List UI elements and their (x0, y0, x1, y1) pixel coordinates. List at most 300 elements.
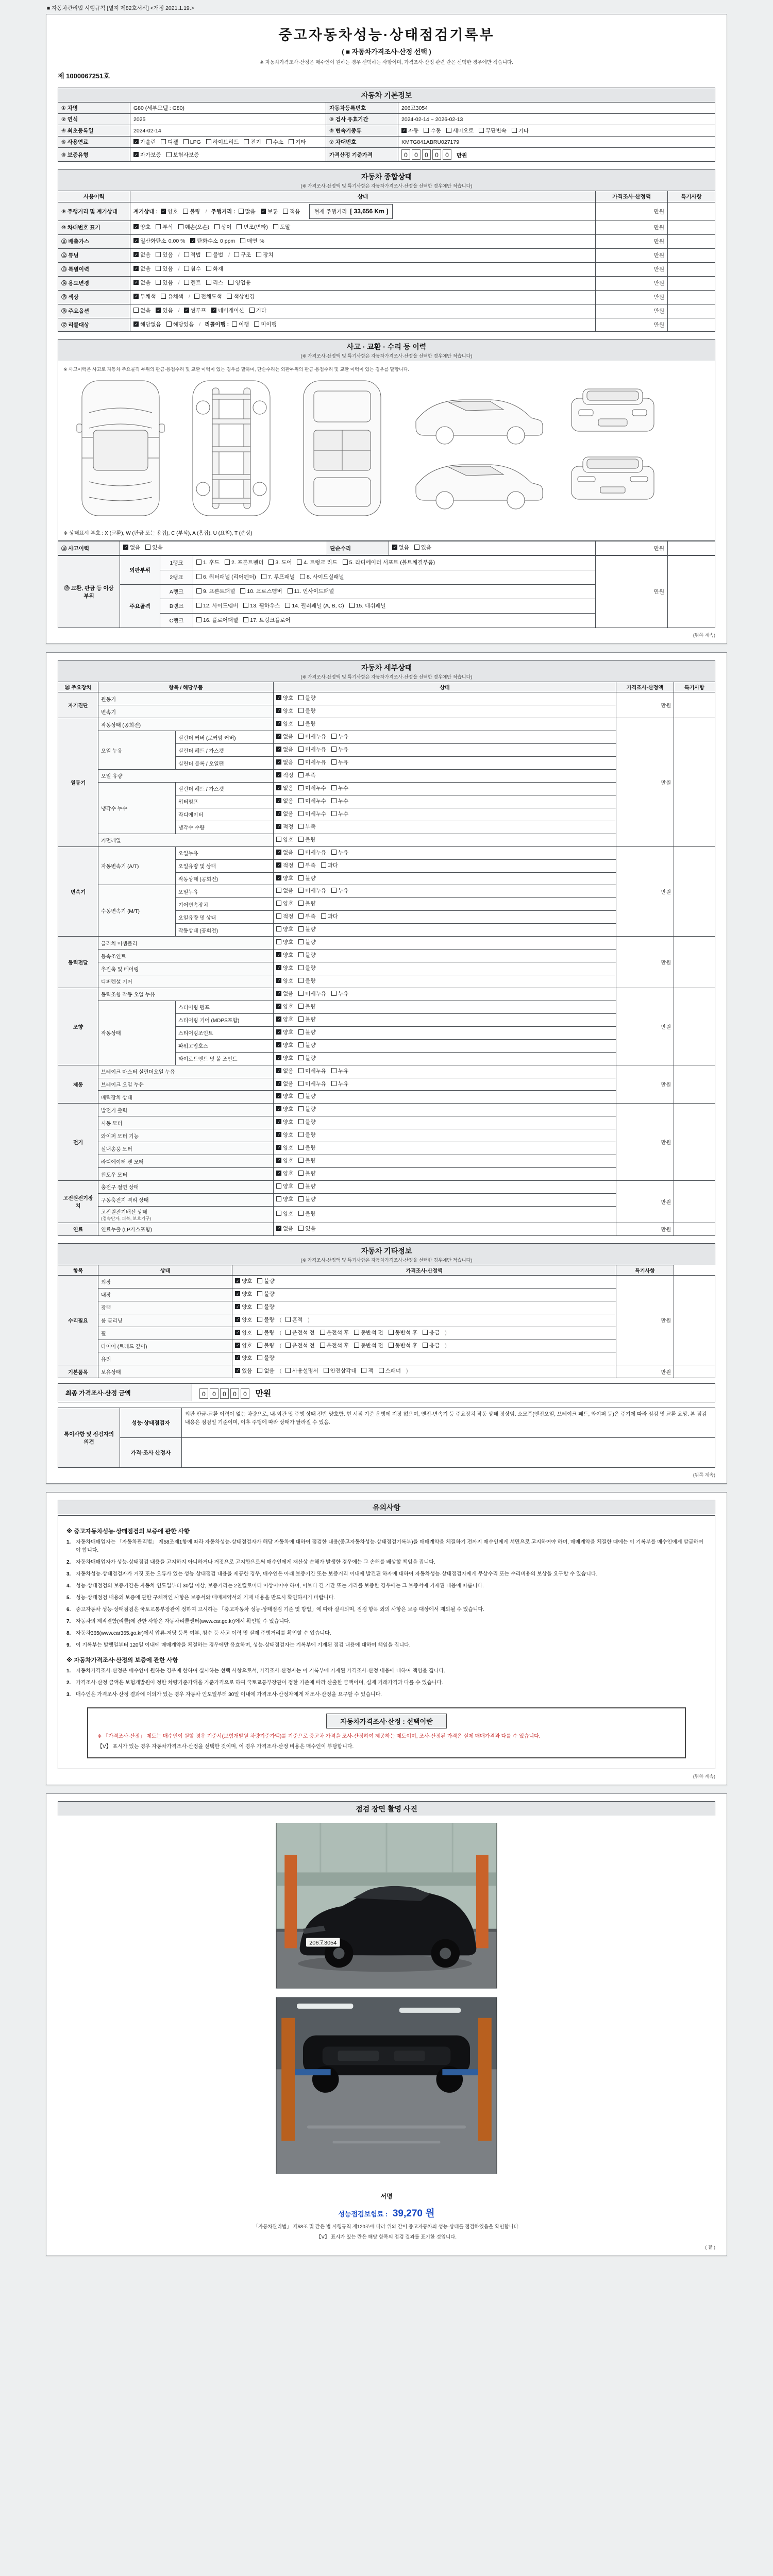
checkbox-option[interactable] (298, 1041, 315, 1051)
checkbox-icon[interactable] (414, 545, 419, 550)
checkbox-option[interactable] (257, 1366, 274, 1377)
checkbox-option[interactable] (331, 1066, 348, 1077)
checkbox-option[interactable] (183, 207, 200, 217)
checkbox-icon[interactable] (225, 560, 230, 565)
checkbox-option[interactable] (276, 809, 293, 820)
checkbox-option[interactable] (276, 706, 293, 717)
checkbox-icon[interactable] (389, 1343, 394, 1348)
checkbox-option[interactable] (331, 1079, 348, 1090)
checkbox-option[interactable] (133, 250, 150, 261)
checkbox-icon[interactable] (321, 862, 326, 868)
checkbox-option[interactable] (235, 1366, 252, 1377)
checkbox-icon[interactable] (276, 1171, 281, 1176)
checkbox-icon[interactable] (298, 991, 304, 996)
checkbox-icon[interactable] (161, 139, 166, 144)
checkbox-option[interactable] (235, 1290, 252, 1300)
checkbox-option[interactable] (298, 1105, 315, 1115)
checkbox-option[interactable] (254, 320, 276, 330)
checkbox-option[interactable] (196, 586, 235, 597)
checkbox-option[interactable] (276, 1130, 293, 1141)
checkbox-icon[interactable] (156, 308, 161, 313)
checkbox-option[interactable] (298, 771, 315, 781)
checkbox-icon[interactable] (349, 603, 355, 608)
checkbox-icon[interactable] (276, 965, 281, 970)
checkbox-icon[interactable] (298, 772, 304, 777)
checkbox-option[interactable] (331, 886, 348, 896)
checkbox-option[interactable] (298, 745, 326, 755)
checkbox-icon[interactable] (227, 294, 232, 299)
checkbox-icon[interactable] (354, 1330, 359, 1335)
checkbox-option[interactable] (276, 1066, 293, 1077)
checkbox-icon[interactable] (298, 850, 304, 855)
checkbox-icon[interactable] (298, 1055, 304, 1060)
checkbox-option[interactable] (479, 127, 507, 134)
checkbox-icon[interactable] (379, 1368, 384, 1373)
checkbox-icon[interactable] (276, 1093, 281, 1098)
checkbox-option[interactable] (276, 1054, 293, 1064)
checkbox-icon[interactable] (276, 824, 281, 829)
checkbox-option[interactable] (206, 264, 223, 275)
checkbox-option[interactable] (261, 207, 278, 217)
checkbox-icon[interactable] (239, 209, 244, 214)
checkbox-option[interactable] (276, 771, 293, 781)
checkbox-icon[interactable] (298, 901, 304, 906)
checkbox-option[interactable] (298, 874, 315, 884)
checkbox-option[interactable] (298, 693, 315, 704)
checkbox-icon[interactable] (184, 308, 189, 313)
checkbox-option[interactable] (331, 989, 348, 999)
checkbox-option[interactable] (298, 1002, 315, 1012)
checkbox-icon[interactable] (298, 1171, 304, 1176)
checkbox-icon[interactable] (298, 862, 304, 868)
checkbox-icon[interactable] (166, 152, 172, 157)
checkbox-option[interactable] (244, 138, 261, 146)
checkbox-option[interactable] (331, 784, 348, 794)
checkbox-option[interactable] (190, 236, 235, 247)
checkbox-icon[interactable] (206, 252, 211, 257)
checkbox-option[interactable] (423, 1328, 440, 1338)
checkbox-icon[interactable] (194, 294, 199, 299)
checkbox-icon[interactable] (479, 128, 484, 133)
checkbox-icon[interactable] (276, 837, 281, 842)
checkbox-icon[interactable] (276, 734, 281, 739)
checkbox-icon[interactable] (206, 266, 211, 271)
checkbox-option[interactable] (331, 809, 348, 820)
checkbox-option[interactable] (206, 138, 239, 146)
checkbox-option[interactable] (298, 951, 315, 961)
checkbox-icon[interactable] (183, 209, 188, 214)
checkbox-option[interactable] (276, 796, 293, 807)
checkbox-icon[interactable] (298, 939, 304, 944)
checkbox-option[interactable] (276, 963, 293, 974)
checkbox-icon[interactable] (257, 1317, 262, 1322)
checkbox-option[interactable] (206, 250, 223, 261)
checkbox-icon[interactable] (298, 965, 304, 970)
checkbox-option[interactable] (349, 601, 386, 612)
checkbox-option[interactable] (156, 223, 173, 233)
checkbox-icon[interactable] (276, 1042, 281, 1047)
checkbox-option[interactable] (184, 264, 201, 275)
checkbox-option[interactable] (298, 1028, 315, 1038)
checkbox-icon[interactable] (298, 734, 304, 739)
checkbox-icon[interactable] (300, 574, 305, 579)
checkbox-icon[interactable] (133, 238, 139, 243)
checkbox-icon[interactable] (276, 1145, 281, 1150)
checkbox-option[interactable] (276, 1209, 293, 1219)
checkbox-icon[interactable] (261, 574, 266, 579)
checkbox-option[interactable] (401, 127, 418, 134)
checkbox-option[interactable] (320, 1328, 349, 1338)
checkbox-icon[interactable] (235, 1291, 240, 1296)
checkbox-option[interactable] (256, 250, 273, 261)
checkbox-icon[interactable] (256, 252, 261, 257)
checkbox-option[interactable] (133, 264, 150, 275)
checkbox-option[interactable] (297, 557, 337, 568)
checkbox-option[interactable] (423, 1341, 440, 1351)
checkbox-icon[interactable] (298, 1106, 304, 1111)
checkbox-icon[interactable] (298, 1196, 304, 1201)
checkbox-icon[interactable] (276, 939, 281, 944)
checkbox-icon[interactable] (285, 1330, 291, 1335)
checkbox-option[interactable] (389, 1341, 418, 1351)
checkbox-option[interactable] (133, 292, 156, 302)
checkbox-option[interactable] (276, 758, 293, 768)
checkbox-option[interactable] (298, 706, 315, 717)
checkbox-icon[interactable] (243, 603, 248, 608)
checkbox-icon[interactable] (298, 708, 304, 713)
checkbox-icon[interactable] (298, 1183, 304, 1189)
checkbox-option[interactable] (257, 1290, 274, 1300)
checkbox-icon[interactable] (276, 1016, 281, 1022)
checkbox-option[interactable] (298, 822, 315, 833)
checkbox-option[interactable] (235, 1328, 252, 1338)
checkbox-option[interactable] (228, 278, 250, 289)
checkbox-icon[interactable] (298, 1081, 304, 1086)
checkbox-icon[interactable] (324, 1368, 329, 1373)
checkbox-icon[interactable] (276, 798, 281, 803)
checkbox-icon[interactable] (123, 545, 128, 550)
checkbox-option[interactable] (414, 543, 431, 553)
checkbox-icon[interactable] (133, 139, 139, 144)
checkbox-icon[interactable] (276, 811, 281, 816)
checkbox-icon[interactable] (190, 238, 195, 243)
checkbox-option[interactable] (276, 1079, 293, 1090)
checkbox-icon[interactable] (276, 862, 281, 868)
checkbox-icon[interactable] (361, 1368, 366, 1373)
checkbox-option[interactable] (257, 1353, 274, 1364)
checkbox-option[interactable] (276, 1224, 293, 1234)
checkbox-icon[interactable] (285, 1317, 291, 1322)
checkbox-option[interactable] (214, 223, 231, 233)
checkbox-icon[interactable] (184, 252, 189, 257)
checkbox-option[interactable] (276, 848, 293, 858)
checkbox-icon[interactable] (196, 574, 201, 579)
checkbox-option[interactable] (276, 822, 293, 833)
checkbox-option[interactable] (298, 1195, 315, 1205)
checkbox-icon[interactable] (234, 252, 239, 257)
checkbox-icon[interactable] (133, 252, 139, 257)
checkbox-option[interactable] (320, 1341, 349, 1351)
checkbox-option[interactable] (196, 557, 220, 568)
checkbox-icon[interactable] (276, 850, 281, 855)
checkbox-icon[interactable] (298, 1016, 304, 1022)
checkbox-option[interactable] (227, 292, 255, 302)
checkbox-option[interactable] (331, 758, 348, 768)
checkbox-option[interactable] (331, 848, 348, 858)
checkbox-icon[interactable] (235, 1330, 240, 1335)
checkbox-icon[interactable] (235, 1278, 240, 1283)
checkbox-icon[interactable] (237, 224, 242, 229)
checkbox-icon[interactable] (276, 1119, 281, 1124)
checkbox-option[interactable] (512, 127, 529, 134)
checkbox-option[interactable] (211, 306, 244, 316)
checkbox-icon[interactable] (276, 785, 281, 790)
checkbox-option[interactable] (298, 925, 315, 935)
checkbox-option[interactable] (249, 306, 266, 316)
checkbox-icon[interactable] (298, 1211, 304, 1216)
checkbox-option[interactable] (156, 306, 173, 316)
checkbox-option[interactable] (276, 719, 293, 730)
checkbox-icon[interactable] (206, 280, 211, 285)
checkbox-icon[interactable] (183, 139, 189, 144)
checkbox-icon[interactable] (276, 1132, 281, 1137)
checkbox-option[interactable] (343, 557, 435, 568)
checkbox-icon[interactable] (206, 139, 211, 144)
checkbox-option[interactable] (276, 1156, 293, 1166)
checkbox-icon[interactable] (276, 1068, 281, 1073)
checkbox-option[interactable] (276, 1015, 293, 1025)
checkbox-option[interactable] (298, 963, 315, 974)
checkbox-option[interactable] (276, 1092, 293, 1102)
checkbox-option[interactable] (235, 1315, 252, 1326)
checkbox-icon[interactable] (276, 772, 281, 777)
checkbox-option[interactable] (298, 1143, 315, 1154)
checkbox-icon[interactable] (276, 888, 281, 893)
checkbox-option[interactable] (276, 912, 293, 922)
checkbox-icon[interactable] (156, 224, 161, 229)
checkbox-icon[interactable] (298, 747, 304, 752)
checkbox-icon[interactable] (211, 308, 216, 313)
checkbox-option[interactable] (235, 1277, 252, 1287)
checkbox-option[interactable] (298, 784, 326, 794)
checkbox-icon[interactable] (184, 266, 189, 271)
checkbox-icon[interactable] (331, 850, 337, 855)
checkbox-icon[interactable] (133, 280, 139, 285)
checkbox-option[interactable] (133, 236, 185, 247)
checkbox-icon[interactable] (298, 978, 304, 983)
checkbox-icon[interactable] (156, 280, 161, 285)
checkbox-icon[interactable] (298, 1145, 304, 1150)
checkbox-option[interactable] (156, 250, 173, 261)
checkbox-option[interactable] (145, 543, 162, 553)
checkbox-icon[interactable] (196, 617, 201, 622)
checkbox-icon[interactable] (133, 321, 139, 327)
checkbox-option[interactable] (276, 1028, 293, 1038)
checkbox-icon[interactable] (331, 759, 337, 765)
checkbox-option[interactable] (257, 1302, 274, 1313)
checkbox-option[interactable] (235, 1302, 252, 1313)
checkbox-option[interactable] (298, 796, 326, 807)
checkbox-option[interactable] (261, 572, 295, 583)
checkbox-icon[interactable] (423, 1343, 428, 1348)
checkbox-option[interactable] (184, 278, 201, 289)
checkbox-icon[interactable] (161, 209, 166, 214)
checkbox-option[interactable] (424, 127, 441, 134)
checkbox-option[interactable] (354, 1341, 383, 1351)
checkbox-icon[interactable] (512, 128, 517, 133)
checkbox-icon[interactable] (276, 1158, 281, 1163)
checkbox-option[interactable] (285, 601, 344, 612)
checkbox-option[interactable] (354, 1328, 383, 1338)
checkbox-option[interactable] (232, 320, 249, 330)
checkbox-icon[interactable] (243, 617, 248, 622)
checkbox-option[interactable] (276, 835, 293, 845)
checkbox-icon[interactable] (331, 991, 337, 996)
checkbox-icon[interactable] (401, 128, 407, 133)
checkbox-option[interactable] (298, 1224, 315, 1234)
checkbox-option[interactable] (285, 1315, 303, 1326)
checkbox-option[interactable] (276, 899, 293, 909)
checkbox-option[interactable] (298, 848, 326, 858)
checkbox-option[interactable] (298, 1117, 315, 1128)
checkbox-icon[interactable] (268, 560, 274, 565)
checkbox-icon[interactable] (298, 875, 304, 880)
checkbox-option[interactable] (273, 223, 290, 233)
checkbox-icon[interactable] (133, 294, 139, 299)
checkbox-icon[interactable] (392, 545, 397, 550)
checkbox-icon[interactable] (276, 1004, 281, 1009)
checkbox-option[interactable] (298, 1182, 315, 1192)
checkbox-icon[interactable] (161, 294, 166, 299)
checkbox-icon[interactable] (261, 209, 266, 214)
checkbox-option[interactable] (196, 572, 256, 583)
checkbox-icon[interactable] (240, 238, 245, 243)
checkbox-option[interactable] (276, 745, 293, 755)
checkbox-icon[interactable] (298, 759, 304, 765)
checkbox-icon[interactable] (133, 266, 139, 271)
checkbox-icon[interactable] (298, 1226, 304, 1231)
checkbox-icon[interactable] (331, 734, 337, 739)
checkbox-option[interactable] (298, 1066, 326, 1077)
checkbox-option[interactable] (257, 1328, 274, 1338)
checkbox-option[interactable] (240, 586, 282, 597)
checkbox-option[interactable] (446, 127, 474, 134)
checkbox-option[interactable] (321, 861, 338, 871)
checkbox-icon[interactable] (424, 128, 429, 133)
checkbox-option[interactable] (156, 278, 173, 289)
checkbox-icon[interactable] (276, 1211, 281, 1216)
checkbox-icon[interactable] (298, 1158, 304, 1163)
checkbox-option[interactable] (235, 1341, 252, 1351)
checkbox-option[interactable] (184, 250, 201, 261)
checkbox-icon[interactable] (321, 913, 326, 919)
checkbox-option[interactable] (183, 139, 201, 145)
checkbox-option[interactable] (196, 601, 238, 612)
checkbox-icon[interactable] (196, 603, 201, 608)
checkbox-option[interactable] (166, 151, 199, 159)
checkbox-icon[interactable] (343, 560, 348, 565)
checkbox-icon[interactable] (298, 721, 304, 726)
checkbox-icon[interactable] (276, 708, 281, 713)
checkbox-option[interactable] (298, 732, 326, 742)
checkbox-option[interactable] (331, 732, 348, 742)
checkbox-option[interactable] (298, 719, 315, 730)
checkbox-option[interactable] (257, 1341, 274, 1351)
checkbox-option[interactable] (276, 1041, 293, 1051)
checkbox-option[interactable] (194, 292, 222, 302)
checkbox-icon[interactable] (298, 888, 304, 893)
checkbox-icon[interactable] (276, 1106, 281, 1111)
checkbox-icon[interactable] (156, 266, 161, 271)
checkbox-icon[interactable] (133, 152, 139, 157)
checkbox-icon[interactable] (320, 1343, 325, 1348)
checkbox-icon[interactable] (298, 1119, 304, 1124)
checkbox-icon[interactable] (276, 913, 281, 919)
checkbox-option[interactable] (243, 615, 290, 626)
checkbox-option[interactable] (237, 223, 268, 233)
checkbox-option[interactable] (276, 951, 293, 961)
checkbox-icon[interactable] (298, 785, 304, 790)
checkbox-option[interactable] (285, 1366, 318, 1377)
checkbox-option[interactable] (321, 912, 338, 922)
checkbox-icon[interactable] (276, 952, 281, 957)
checkbox-option[interactable] (298, 899, 315, 909)
checkbox-icon[interactable] (276, 1183, 281, 1189)
checkbox-icon[interactable] (184, 280, 189, 285)
checkbox-option[interactable] (298, 1130, 315, 1141)
checkbox-option[interactable] (298, 1156, 315, 1166)
checkbox-option[interactable] (123, 543, 140, 553)
checkbox-icon[interactable] (240, 588, 245, 594)
checkbox-option[interactable] (276, 874, 293, 884)
checkbox-icon[interactable] (298, 1132, 304, 1137)
checkbox-option[interactable] (298, 1169, 315, 1179)
checkbox-option[interactable] (298, 1054, 315, 1064)
checkbox-option[interactable] (298, 1079, 326, 1090)
checkbox-icon[interactable] (298, 1004, 304, 1009)
checkbox-icon[interactable] (235, 1368, 240, 1373)
checkbox-option[interactable] (298, 912, 315, 922)
checkbox-option[interactable] (133, 320, 161, 330)
checkbox-icon[interactable] (276, 1226, 281, 1231)
checkbox-icon[interactable] (276, 759, 281, 765)
checkbox-icon[interactable] (266, 139, 272, 144)
checkbox-icon[interactable] (298, 1042, 304, 1047)
checkbox-option[interactable] (298, 1092, 315, 1102)
checkbox-icon[interactable] (288, 588, 293, 594)
checkbox-icon[interactable] (389, 1330, 394, 1335)
checkbox-icon[interactable] (289, 139, 294, 144)
checkbox-option[interactable] (300, 572, 344, 583)
checkbox-option[interactable] (276, 1182, 293, 1192)
checkbox-icon[interactable] (276, 721, 281, 726)
checkbox-option[interactable] (133, 278, 150, 289)
checkbox-option[interactable] (298, 835, 315, 845)
checkbox-icon[interactable] (331, 888, 337, 893)
checkbox-icon[interactable] (298, 811, 304, 816)
checkbox-option[interactable] (361, 1366, 373, 1377)
checkbox-option[interactable] (133, 151, 161, 159)
checkbox-option[interactable] (276, 693, 293, 704)
checkbox-icon[interactable] (331, 747, 337, 752)
checkbox-icon[interactable] (298, 837, 304, 842)
checkbox-option[interactable] (285, 1341, 315, 1351)
checkbox-icon[interactable] (232, 321, 237, 327)
checkbox-icon[interactable] (285, 1343, 291, 1348)
checkbox-icon[interactable] (235, 1317, 240, 1322)
checkbox-option[interactable] (298, 1015, 315, 1025)
checkbox-option[interactable] (276, 976, 293, 987)
